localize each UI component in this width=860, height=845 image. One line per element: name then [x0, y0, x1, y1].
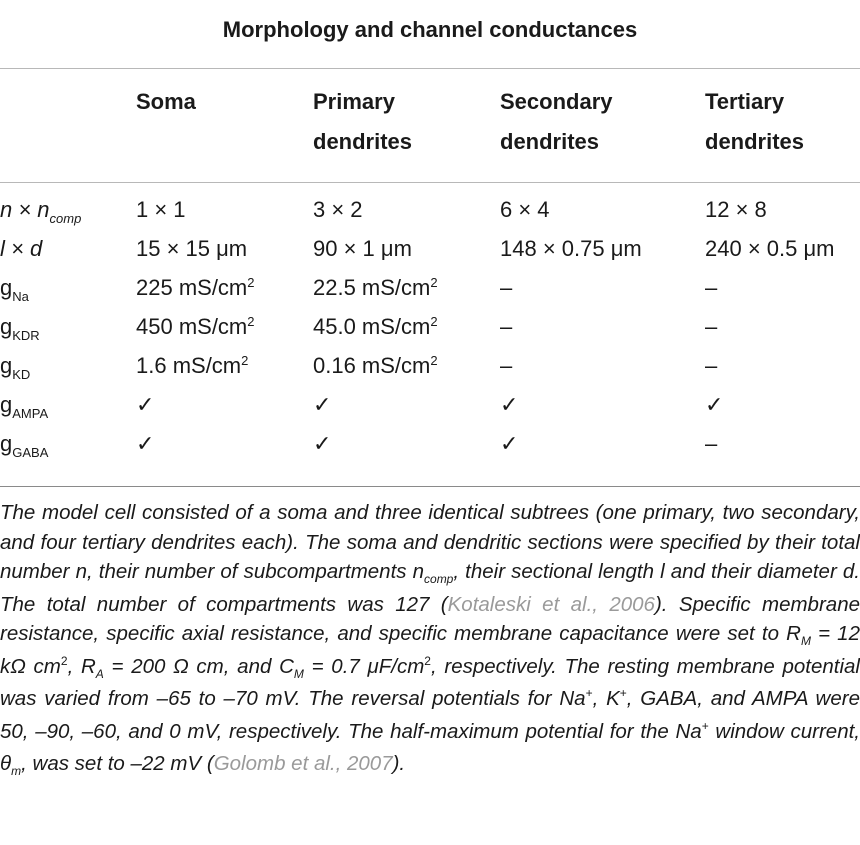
- table-cell: 6 × 4: [500, 197, 550, 222]
- cell-value: 0.16 mS/cm: [313, 353, 431, 378]
- table-cell: –: [705, 314, 718, 339]
- table-caption: [0, 498, 860, 782]
- caption-text: = 0.7 μF/cm: [303, 654, 425, 678]
- caption-superscript: +: [585, 686, 593, 700]
- bottom-rule: [0, 486, 860, 487]
- column-header-line1: Primary: [313, 89, 395, 114]
- row-label-sub: KD: [12, 367, 31, 382]
- table-cell: 240 × 0.5 μm: [705, 236, 835, 261]
- cell-superscript: 2: [430, 353, 438, 368]
- caption-text: window current, θ: [0, 719, 860, 775]
- cell-superscript: 2: [247, 314, 255, 329]
- row-label-main: l × d: [0, 236, 43, 261]
- caption-text: = 12 kΩ cm: [0, 622, 860, 678]
- check-mark: ✓: [313, 392, 332, 417]
- caption-superscript: 2: [424, 653, 431, 668]
- column-header-line1: Soma: [136, 89, 196, 114]
- table-cell: –: [705, 353, 718, 378]
- check-mark: ✓: [136, 392, 155, 417]
- row-label-sub: KDR: [12, 328, 40, 343]
- table-cell: [136, 268, 255, 311]
- citation-link[interactable]: Golomb et al., 2007: [213, 752, 393, 775]
- cell-value: 450 mS/cm: [136, 314, 248, 339]
- row-label-sub: AMPA: [12, 406, 49, 421]
- row-label: [0, 346, 130, 389]
- caption-subscript: m: [11, 764, 22, 778]
- caption-text: , GABA, and AMPA were 50, –90, –60, and 0 mV, respectively. The half-maximum potential for the Na: [0, 687, 860, 743]
- table-cell: 15 × 15 μm: [136, 236, 248, 261]
- column-header-line1: Secondary: [500, 89, 613, 114]
- table-cell: [313, 346, 438, 389]
- table-cell: –: [500, 314, 513, 339]
- caption-superscript: 2: [60, 653, 68, 668]
- row-label: [0, 385, 130, 428]
- cell-superscript: 2: [430, 314, 438, 329]
- table-cell: 90 × 1 μm: [313, 236, 412, 261]
- cell-superscript: 2: [430, 275, 438, 290]
- row-label-main: g: [0, 353, 13, 378]
- caption-subscript: A: [95, 666, 104, 681]
- table-cell: –: [500, 353, 513, 378]
- check-mark: ✓: [136, 431, 155, 456]
- row-label: [0, 229, 130, 269]
- table-title: Morphology and channel conductances: [222, 17, 638, 42]
- caption-text: ).: [392, 752, 406, 775]
- caption-text: = 200 Ω cm, and C: [103, 654, 294, 678]
- citation-link[interactable]: Kotaleski et al., 2006: [447, 592, 655, 616]
- top-rule: [0, 68, 860, 69]
- row-label-sub: comp: [49, 211, 82, 226]
- row-label-main: n × n: [0, 197, 50, 222]
- column-header-primary: [313, 82, 412, 162]
- caption-text: , their sectional length l and their diameter d. The total number of compartments was 127 (: [0, 560, 860, 616]
- row-label-sub: Na: [12, 289, 29, 304]
- caption-text: ). Specific membrane resistance, specific axial resistance, and specific membrane capacitance were set to R: [0, 592, 860, 645]
- table-cell: [313, 268, 438, 311]
- caption-subscript: comp: [424, 572, 454, 586]
- table-cell: 12 × 8: [705, 197, 767, 222]
- caption-text: , respectively. The resting membrane potential was varied from –65 to –70 mV. The reversal potentials for Na: [0, 654, 860, 710]
- check-mark: ✓: [500, 431, 519, 456]
- caption-superscript: +: [701, 718, 709, 733]
- check-mark: ✓: [705, 392, 724, 417]
- cell-value: 1.6 mS/cm: [136, 353, 242, 378]
- column-header-soma: [136, 82, 196, 122]
- column-header-line2: dendrites: [500, 129, 600, 154]
- cell-superscript: 2: [247, 275, 255, 290]
- table-cell: [136, 307, 255, 350]
- cell-value: 225 mS/cm: [136, 275, 248, 300]
- header-rule: [0, 182, 860, 183]
- cell-value: 22.5 mS/cm: [313, 275, 431, 300]
- column-header-line1: Tertiary: [705, 89, 785, 114]
- row-label-main: g: [0, 314, 13, 339]
- check-mark: ✓: [313, 431, 332, 456]
- table-cell: [136, 346, 248, 389]
- caption-text: The model cell consisted of a soma and three identical subtrees (one primary, two secondary, and four tertiary dendrites each). The soma and dendritic sections were specified by their total number n, their number of subcompartments n: [0, 501, 860, 583]
- row-label-sub: GABA: [12, 445, 49, 460]
- caption-subscript: M: [800, 634, 811, 648]
- column-header-tertiary: [705, 82, 804, 162]
- column-header-secondary: [500, 82, 613, 162]
- row-label: [0, 307, 130, 350]
- caption-text: , R: [67, 654, 96, 678]
- table-cell: –: [705, 275, 718, 300]
- table-cell: 1 × 1: [136, 197, 186, 222]
- column-header-line2: dendrites: [313, 129, 413, 154]
- caption-text: , K: [592, 687, 620, 710]
- row-label: [0, 190, 130, 233]
- row-label-main: g: [0, 431, 13, 456]
- table-cell: –: [705, 431, 718, 456]
- cell-value: 45.0 mS/cm: [313, 314, 431, 339]
- caption-subscript: M: [293, 666, 304, 681]
- cell-superscript: 2: [241, 353, 249, 368]
- caption-text: , was set to –22 mV (: [21, 752, 214, 775]
- row-label: [0, 268, 130, 311]
- row-label: [0, 424, 130, 467]
- table-cell: [313, 307, 438, 350]
- table-cell: 148 × 0.75 μm: [500, 236, 642, 261]
- row-label-main: g: [0, 392, 13, 417]
- caption-superscript: +: [619, 686, 627, 700]
- table-cell: –: [500, 275, 513, 300]
- table-cell: 3 × 2: [313, 197, 363, 222]
- check-mark: ✓: [500, 392, 519, 417]
- column-header-line2: dendrites: [705, 129, 805, 154]
- row-label-main: g: [0, 275, 13, 300]
